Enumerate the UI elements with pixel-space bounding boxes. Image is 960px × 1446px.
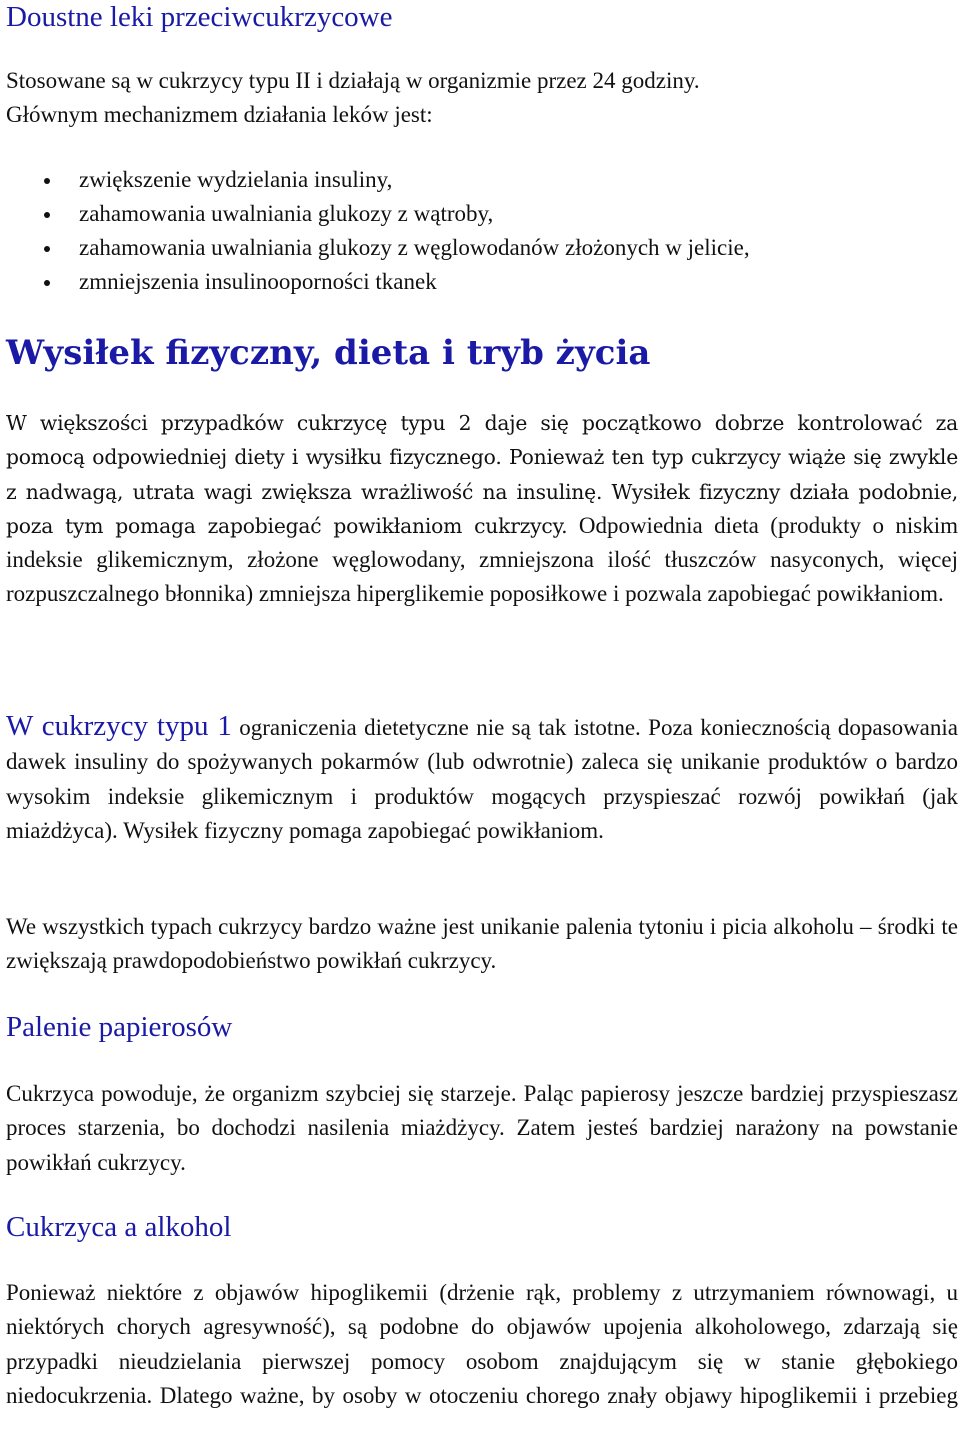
section-title-oral-drugs: Doustne leki przeciwcukrzycowe — [6, 1, 393, 33]
list-item — [0, 197, 750, 231]
bullet-icon — [44, 246, 50, 252]
list-item — [0, 265, 750, 299]
intro-line-2: Głównym mechanizmem działania leków jest: — [6, 102, 433, 127]
section-title-smoking: Palenie papierosów — [6, 1011, 233, 1043]
list-item-text: zwiększenie wydzielania insuliny, — [79, 167, 393, 192]
intro-line-1: Stosowane są w cukrzycy typu II i działają w organizmie przez 24 godziny. — [6, 68, 700, 93]
list-item-text: zahamowania uwalniania glukozy z wątroby, — [79, 201, 494, 226]
type1-lead: W cukrzycy typu 1 — [6, 710, 232, 742]
list-item — [0, 231, 750, 265]
list-item-text: zmniejszenia insulinooporności tkanek — [79, 269, 437, 294]
mechanism-list — [0, 163, 750, 299]
type1-paragraph-text: ograniczenia dietetyczne nie są tak istotne. Poza koniecznością dopasowania dawek insuliny do spożywanych pokarmów (lub odwrotnie) zaleca się unikanie produktów o bardzo wysokim indeksie glikemicznym i produktów mogących przyspieszać rozwój powikłań (jak miażdżyca). Wysiłek fizyczny pomaga zapobiegać powikłaniom. — [6, 715, 958, 843]
lifestyle-paragraph — [6, 406, 958, 612]
section-title-alcohol: Cukrzyca a alkohol — [6, 1211, 232, 1243]
section-title-lifestyle: Wysiłek fizyczny, dieta i tryb życia — [6, 333, 651, 373]
bullet-icon — [44, 178, 50, 184]
list-item-text: zahamowania uwalniania glukozy z węglowodanów złożonych w jelicie, — [79, 235, 750, 260]
list-item — [0, 163, 750, 197]
bullet-icon — [44, 212, 50, 218]
type1-paragraph — [6, 709, 958, 848]
bullet-icon — [44, 280, 50, 286]
smoking-paragraph: Cukrzyca powoduje, że organizm szybciej się starzeje. Paląc papierosy jeszcze bardziej przyspieszasz proces starzenia, bo dochodzi nasilenia miażdżycy. Zatem jesteś bardziej narażony na powstanie powikłań cukrzycy. — [6, 1081, 958, 1175]
lifestyle-paragraph-part2: Odpowiednia dieta (produkty o niskim indeksie glikemicznym, złożone węglowodany, zmniejszona ilość tłuszczów nasyconych, więcej rozpuszczalnego błonnika) zmniejsza hiperglikemie poposiłkowe i pozwala zapobiegać powikłaniom. — [6, 512, 958, 607]
alcohol-paragraph: Ponieważ niektóre z objawów hipoglikemii (drżenie rąk, problemy z utrzymaniem równowagi, u niektórych chorych agresywność), są podobne do objawów upojenia alkoholowego, zdarzają się przypadki nieudzielania pierwszej pomocy osobom znajdującym się w stanie głębokiego niedocukrzenia. Dlatego ważne, by osoby w otoczeniu chorego znały objawy hipoglikemii i przebieg — [6, 1280, 958, 1408]
smoking-alcohol-paragraph: We wszystkich typach cukrzycy bardzo ważne jest unikanie palenia tytoniu i picia alkoholu – środki te zwiększają prawdopodobieństwo powikłań cukrzycy. — [6, 914, 958, 974]
lifestyle-paragraph-part1: W większości przypadków cukrzycę typu 2 daje się początkowo dobrze kontrolować za pomocą odpowiedniej diety i wysiłku fizycznego. Ponieważ ten typ cukrzycy wiąże się zwykle z nadwagą, utrata wagi zwiększa wrażliwość na insulinę. Wysiłek fizyczny działa podobnie, poza tym pomaga zapobiegać powikłaniom cukrzycy. — [6, 411, 958, 538]
